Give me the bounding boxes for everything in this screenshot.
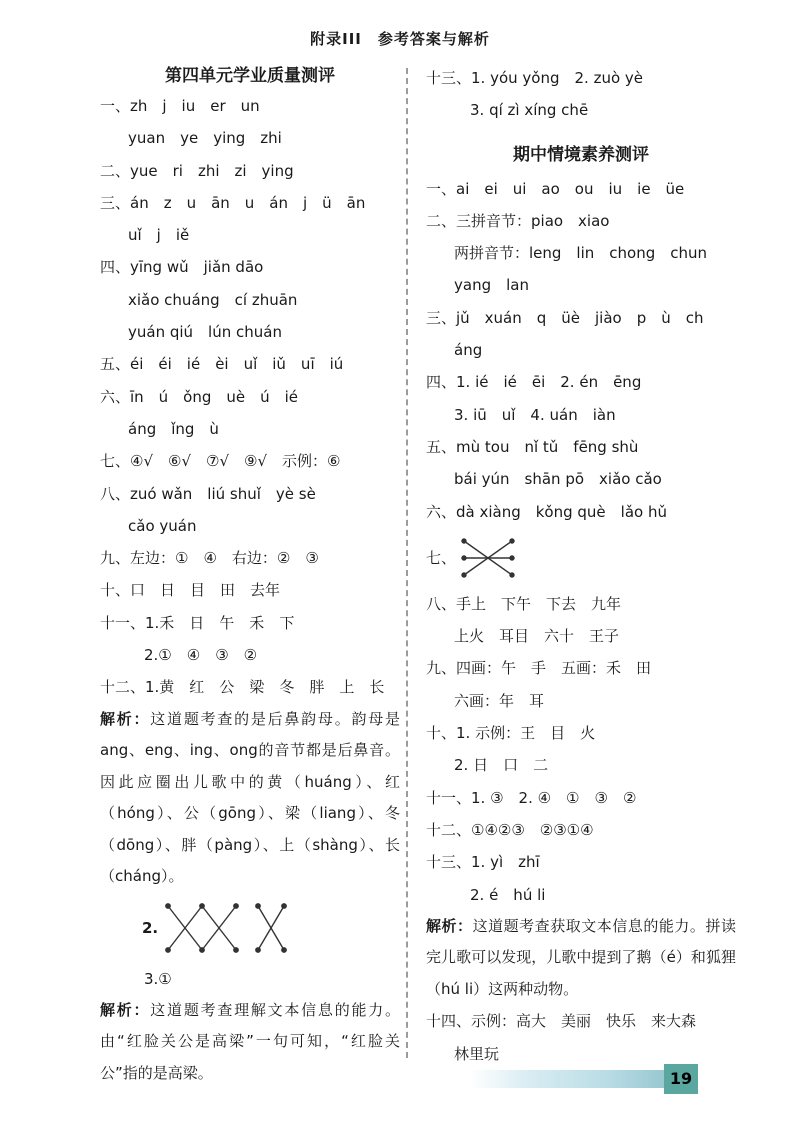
page-header: 附录III 参考答案与解析 <box>310 30 490 48</box>
answer-line: 一、ai ei ui ao ou iu ie üe <box>426 179 685 198</box>
left-column <box>100 62 400 1089</box>
matching-diagram-right <box>426 528 736 588</box>
answer-line: 十、1. 示例：王 目 火 <box>426 724 596 743</box>
matching-lines <box>162 900 292 956</box>
answer-line: 2.① ④ ③ ② <box>144 646 258 665</box>
answer-line: 八、zuó wǎn liú shuǐ yè sè <box>100 484 316 503</box>
column-divider <box>406 68 408 1058</box>
item-label: 七、 <box>426 549 457 568</box>
answer-line: 十四、示例：高大 美丽 快乐 来大森 <box>426 1012 697 1031</box>
answer-line: 七、④√ ⑥√ ⑦√ ⑨√ 示例：⑥ <box>100 452 341 471</box>
section-title-midterm: 期中情境素养测评 <box>513 144 649 165</box>
answer-line: xiǎo chuáng cí zhuān <box>128 290 298 309</box>
answer-line: 六、dà xiàng kǒng què lǎo hǔ <box>426 502 667 521</box>
answer-line: 十一、1. ③ 2. ④ ① ③ ② <box>426 788 637 807</box>
answer-line: 十二、①④②③ ②③①④ <box>426 820 594 839</box>
answer-line: 九、左边：① ④ 右边：② ③ <box>100 549 319 568</box>
analysis-paragraph <box>426 911 736 1006</box>
answer-line: bái yún shān pō xiǎo cǎo <box>454 470 662 489</box>
analysis-paragraph <box>100 995 400 1090</box>
analysis-text: 这道题考查获取文本信息的能力。拼读完儿歌可以发现，儿歌中提到了鹅（é）和狐狸（hú li）这两种动物。 <box>426 916 736 998</box>
answer-line: 十二、1.黄 红 公 梁 冬 胖 上 长 <box>100 678 385 697</box>
answer-line: 五、éi éi ié èi uǐ iǔ uī iú <box>100 355 344 374</box>
answer-line: 3. iū uǐ 4. uán iàn <box>454 405 616 424</box>
answer-line: cǎo yuán <box>128 516 197 535</box>
answer-line: 十三、1. yóu yǒng 2. zuò yè <box>426 69 644 87</box>
answer-line: yuán qiú lún chuán <box>128 323 282 342</box>
answer-line: 林里玩 <box>454 1044 500 1063</box>
answer-line: 2. 日 口 二 <box>454 756 549 775</box>
analysis-paragraph <box>100 704 400 893</box>
answer-line: 十一、1.禾 日 午 禾 下 <box>100 613 295 632</box>
answer-line: áng <box>454 341 483 360</box>
answer-line: yuan ye ying zhi <box>128 129 282 148</box>
answer-line: 四、1. ié ié ēi 2. én ēng <box>426 373 642 392</box>
analysis-text: 这道题考查理解文本信息的能力。由“红脸关公是高梁”一句可知，“红脸关公”指的是高梁。 <box>100 1000 400 1082</box>
answer-line: 九、四画：午 手 五画：禾 田 <box>426 659 652 678</box>
analysis-label: 解析： <box>426 916 473 935</box>
answer-line: 两拼音节：leng lin chong chun <box>454 244 707 263</box>
answer-line: 2. é hú li <box>470 885 546 904</box>
answer-line: uǐ j iě <box>128 226 190 245</box>
answer-line: yang lan <box>454 276 529 295</box>
answer-line: 3. qí zì xíng chē <box>470 101 589 120</box>
matching-diagram-left <box>100 893 400 963</box>
answer-line: 二、三拼音节：piao xiao <box>426 211 610 230</box>
footer-decoration <box>470 1070 664 1088</box>
answer-line: 3.① <box>144 969 172 988</box>
item-label: 2. <box>142 918 159 937</box>
answer-line: 上火 耳目 六十 王子 <box>454 627 620 646</box>
section-title-unit4: 第四单元学业质量测评 <box>165 66 335 86</box>
answer-line: 六、īn ú ǒng uè ú ié <box>100 387 299 406</box>
page-number: 19 <box>664 1064 698 1094</box>
answer-line: 三、án z u ān u án j ü ān <box>100 193 366 212</box>
answer-line: 四、yīng wǔ jiǎn dāo <box>100 258 264 277</box>
analysis-label: 解析： <box>100 709 151 728</box>
answer-line: 三、jǔ xuán q üè jiào p ù ch <box>426 308 704 327</box>
answer-line: 八、手上 下午 下去 九年 <box>426 594 622 613</box>
answer-line: 十、口 日 目 田 去年 <box>100 581 281 600</box>
answer-line: áng ǐng ù <box>128 419 219 438</box>
answer-line: 二、yue ri zhi zi ying <box>100 161 294 180</box>
answer-line: 一、zh j iu er un <box>100 97 260 115</box>
answer-line: 十三、1. yì zhī <box>426 853 540 872</box>
answer-line: 五、mù tou nǐ tǔ fēng shù <box>426 437 639 456</box>
cross-lines <box>460 535 516 581</box>
analysis-text: 这道题考查的是后鼻韵母。韵母是ang、eng、ing、ong的音节都是后鼻音。因此应圈出儿歌中的黄（huáng）、红（hóng）、公（gōng）、梁（liang）、冬（dōng）、胖（pàng）、上（shàng）、长（cháng）。 <box>100 709 400 886</box>
answer-line: 六画：年 耳 <box>454 691 545 710</box>
right-column <box>426 62 736 1070</box>
analysis-label: 解析： <box>100 1000 151 1019</box>
